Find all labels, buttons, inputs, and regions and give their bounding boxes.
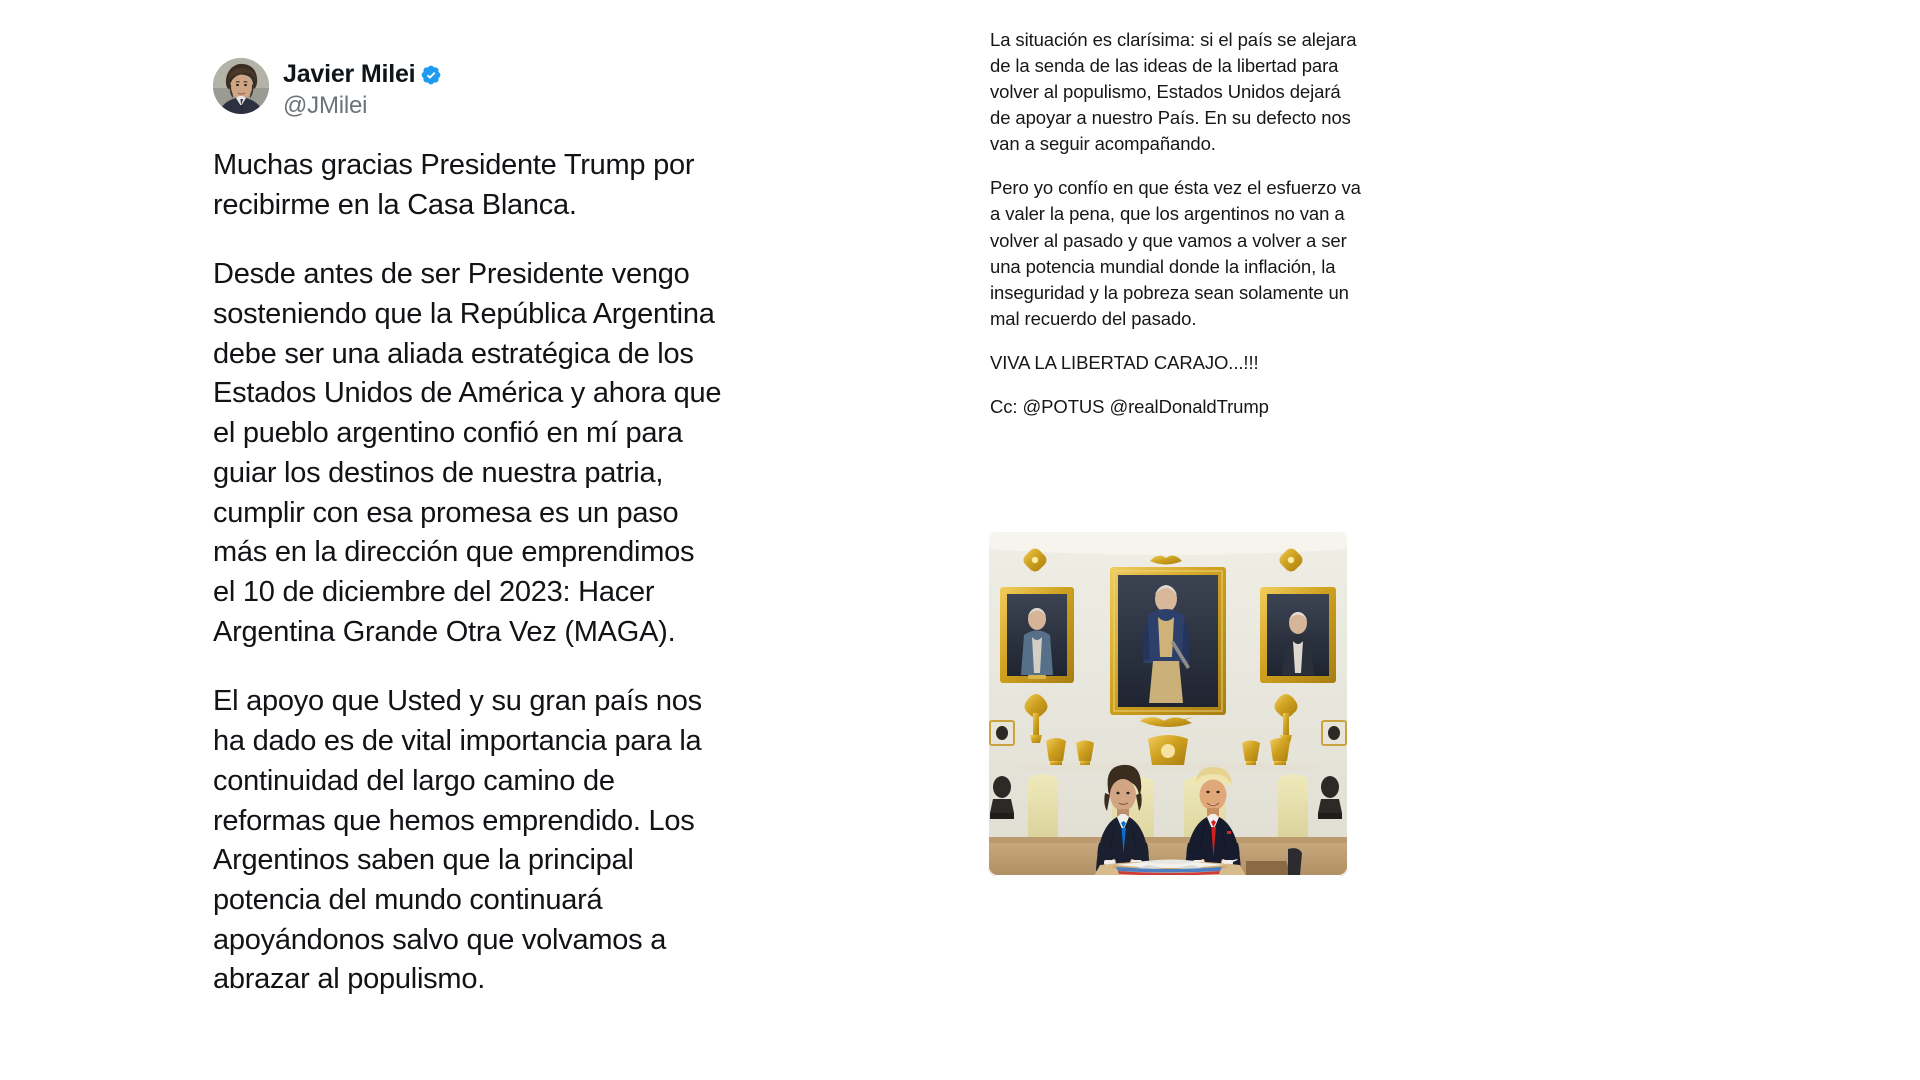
author-display-name: Javier Milei [283,60,416,88]
attached-photo[interactable] [988,531,1348,876]
display-name-row [283,60,442,90]
author-handle[interactable]: @JMilei [283,91,368,119]
author-identity [283,58,442,120]
tweet-paragraph: El apoyo que Usted y su gran país nos ha dado es de vital importancia para la continuidad del largo camino de reformas que hemos emprendido. Los Argentinos saben que la principal potencia del mundo continuará apoyándonos salvo que volvamos a abrazar al populismo. [213,685,702,996]
avatar[interactable] [213,58,269,114]
verified-badge-icon [420,64,442,86]
tweet-paragraph: La situación es clarísima: si el país se alejara de la senda de las ideas de la libertad para volver al populismo, Estados Unidos dejará de apoyar a nuestro País. En su defecto nos van a seguir acompañando. [990,29,1357,155]
tweet-paragraph: Pero yo confío en que ésta vez el esfuerzo va a valer la pena, que los argentinos no van a volver al pasado y que vamos a volver a ser una potencia mundial donde la inflación, la inseguridad y la pobreza sean solamente un mal recuerdo del pasado. [990,177,1361,329]
tweet-paragraph: Muchas gracias Presidente Trump por recibirme en la Casa Blanca. [213,148,695,221]
tweet-mentions-line: Cc: @POTUS @realDonaldTrump [990,395,1269,417]
tweet-left-column [213,58,723,1000]
tweet-slogan: VIVA LA LIBERTAD CARAJO...!!! [990,351,1259,373]
tweet-body-right [990,27,1362,420]
tweet-paragraph: Desde antes de ser Presidente vengo sosteniendo que la República Argentina debe ser una aliada estratégica de los Estados Unidos de América y ahora que el pueblo argentino confió en mí para guiar los destinos de nuestra patria, cumplir con esa promesa es un paso más en la dirección que emprendimos el 10 de diciembre del 2023: Hacer Argentina Grande Otra Vez (MAGA). [213,258,722,648]
tweet-body-left [213,146,723,1000]
tweet-header [213,58,723,120]
tweet-right-column [990,27,1362,438]
